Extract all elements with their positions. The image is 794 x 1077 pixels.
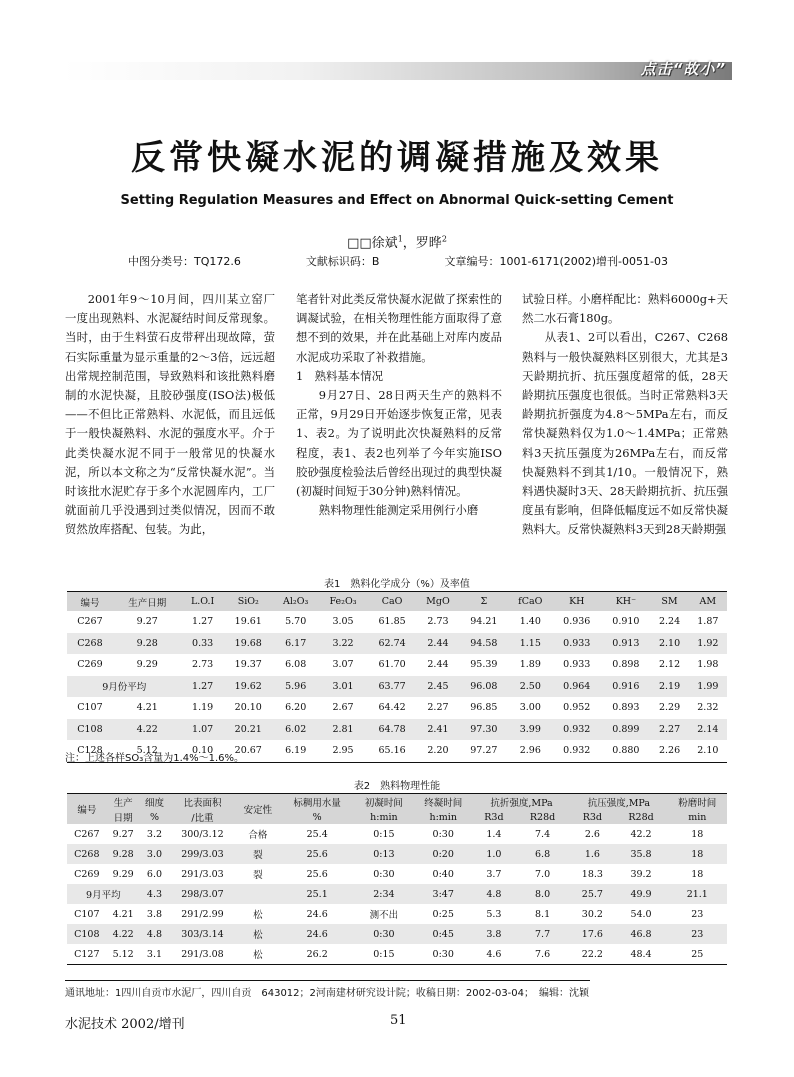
table-cell: 0.913 [601, 633, 650, 655]
table-cell: 4.8 [140, 924, 170, 944]
table-cell: 9.29 [136, 659, 158, 671]
table-cell: 2.73 [192, 659, 214, 671]
author-separator: ， [402, 236, 416, 251]
table-cell: 24.6 [306, 908, 328, 920]
table-cell: 松 [253, 910, 263, 921]
table-cell: 25.4 [306, 828, 328, 840]
col-header: 标稠用水量 [280, 794, 354, 811]
column-tag: 点击“故小” [640, 60, 726, 78]
table-cell: 18 [691, 868, 704, 880]
table-cell: 26.2 [306, 948, 328, 960]
table-cell: 61.85 [378, 616, 406, 628]
col-header: 细度 [140, 794, 170, 811]
table-cell: 2.10 [650, 633, 688, 655]
article-number: 文章编号：1001-6171(2002)增刊-0051-03 [444, 255, 668, 268]
col-subheader: R3d [473, 810, 515, 824]
col-header: 粉磨时间 [668, 794, 727, 811]
table-cell: 2.73 [427, 616, 449, 628]
table-cell: 1.40 [519, 616, 541, 628]
col-header: MgO [417, 592, 460, 612]
table-cell: 3.0 [140, 844, 170, 864]
col-subheader: R28d [615, 810, 668, 824]
table-cell: 2.41 [417, 719, 460, 741]
table-cell: 298/3.07 [169, 884, 235, 904]
table-cell: 0:13 [354, 844, 413, 864]
table-row [67, 676, 727, 698]
table-row [67, 844, 727, 864]
table-cell: 2.44 [427, 659, 449, 671]
table-cell: 1.27 [192, 616, 214, 628]
table-cell: 2.27 [650, 719, 688, 741]
table-cell: 0.932 [563, 745, 591, 757]
table-cell: 6.0 [146, 868, 163, 880]
paragraph: 试验日样。小磨样配比：熟料6000g+天然二水石膏180g。 [522, 292, 728, 326]
col-subheader: /比重 [169, 810, 235, 824]
table-cell: 23 [691, 908, 704, 920]
table-cell: 7.4 [535, 828, 551, 840]
table-cell: 0.952 [563, 702, 591, 714]
table-cell: 9.28 [113, 633, 182, 655]
table-cell: C269 [74, 868, 100, 880]
table-cell: 61.70 [378, 659, 406, 671]
table-cell: 97.30 [459, 719, 508, 741]
table-cell: 4.22 [107, 924, 140, 944]
table-cell: 3.7 [486, 868, 502, 880]
table-row [67, 611, 727, 633]
col-header: KH⁻ [601, 592, 650, 612]
table-cell: 35.8 [615, 844, 668, 864]
table-cell: 291/3.08 [181, 948, 224, 960]
table-cell: 303/3.14 [169, 924, 235, 944]
table-cell: 42.2 [630, 828, 652, 840]
table-cell: 2.6 [584, 828, 600, 840]
table-cell: 2.20 [427, 745, 449, 757]
table-cell: 30.2 [581, 908, 603, 920]
table-cell: C268 [67, 633, 113, 655]
table-cell: 0:20 [414, 844, 473, 864]
table-cell: 0.933 [552, 633, 601, 655]
table-cell: 62.74 [368, 633, 417, 655]
col-header: 初凝时间 [354, 794, 413, 811]
paragraph: 熟料物理性能测定采用例行小磨 [318, 503, 479, 518]
table-cell: 94.58 [459, 633, 508, 655]
table-cell: 18.3 [581, 868, 603, 880]
col-header: SM [650, 592, 688, 612]
table-cell: 3.2 [146, 828, 163, 840]
col-subheader: h:min [354, 810, 413, 824]
col-header: SiO₂ [224, 592, 273, 612]
table-cell: 4.21 [112, 908, 134, 920]
table-cell: 1.15 [508, 633, 552, 655]
table-cell: 6.17 [273, 633, 319, 655]
table-cell: 0:30 [432, 948, 454, 960]
col-header: fCaO [508, 592, 552, 612]
table-cell: 3.00 [519, 702, 541, 714]
table1-caption: 表1 熟料化学成分（%）及率值 [324, 579, 470, 590]
table-cell: 2.45 [417, 676, 460, 698]
col-subheader: R3d [570, 810, 614, 824]
table-row [67, 884, 727, 904]
table-cell: 5.12 [112, 948, 134, 960]
table-cell: 3.07 [332, 659, 354, 671]
table-cell: 2.95 [332, 745, 354, 757]
col-header: 终凝时间 [414, 794, 473, 811]
table-cell: C108 [67, 924, 107, 944]
author-prefix: □□ [347, 236, 372, 251]
table-cell: C268 [67, 844, 107, 864]
table-cell: 2.14 [689, 719, 727, 741]
table-cell: C267 [74, 828, 100, 840]
table-cell: 19.37 [234, 659, 262, 671]
col-subheader: R28d [515, 810, 570, 824]
table-cell: 8.1 [535, 908, 551, 920]
table-cell: 5.96 [273, 676, 319, 698]
author-1-affil: 1 [397, 234, 403, 244]
table-cell: 2.10 [697, 745, 719, 757]
table-cell: C107 [77, 702, 103, 714]
col-header: 安定性 [236, 794, 280, 825]
table-cell: 7.6 [535, 948, 551, 960]
table-cell: 松 [236, 924, 280, 944]
table-cell: 0.33 [182, 633, 224, 655]
table-row [67, 697, 727, 719]
col-header: KH [552, 592, 601, 612]
table-cell: 94.21 [470, 616, 498, 628]
table-cell: 0.880 [612, 745, 640, 757]
table-cell: 18 [668, 844, 727, 864]
table-cell: 4.21 [136, 702, 158, 714]
table-cell: 0.964 [552, 676, 601, 698]
table-cell: 合格 [248, 830, 268, 841]
table-cell: 0:30 [373, 868, 395, 880]
author-2: 罗晔 [415, 236, 442, 251]
col-header: Σ [459, 592, 508, 612]
paragraph: 从表1、2可以看出，C267、C268熟料与一般快凝熟料区别很大，尤其是3天龄期抗折、抗压强度超常的低，28天龄期抗压强度也很低。当时正常熟料3天龄期抗折强度为4.8～5MPa左右，而反常快凝熟料仅为1.0～1.4MPa；正常熟料3天抗压强度为26MPa左右，而反常快凝熟料不到其1/10。一般情况下，熟料遇快凝时3天、28天龄期抗折、抗压强度虽有影响，但降低幅度远不如反常快凝熟料大。反常快凝熟料3天到28天龄期强 [522, 330, 728, 537]
table-cell: 0.916 [601, 676, 650, 698]
table-cell: 裂 [236, 844, 280, 864]
col-subheader: % [280, 810, 354, 824]
paragraph: 2001年9～10月间，四川某立窑厂一度出现熟料、水泥凝结时间反常现象。当时，由于生料萤石皮带秤出现故障，萤石实际重量为显示重量的2～3倍，远远超出常规控制范围，导致熟料和该批熟料磨制的水泥快凝，且胶砂强度(ISO法)极低——不但比正常熟料、水泥低，而且远低于一般快凝熟料、水泥的强度水平。介于此类快凝水泥不同于一般常见的快凝水泥，所以本文称之为“反常快凝水泥”。当时该批水泥贮存于多个水泥圆库内，工厂就面前几乎没遇到过类似情况，因而不敢贸然放库搭配、包装。为此， [65, 292, 275, 537]
col-subheader: min [668, 810, 727, 824]
table-cell: 64.42 [378, 702, 406, 714]
table-cell: 96.85 [470, 702, 498, 714]
table-cell: 19.61 [234, 616, 262, 628]
table-cell: 300/3.12 [181, 828, 224, 840]
english-title: Setting Regulation Measures and Effect on Abnormal Quick-setting Cement [120, 193, 674, 208]
journal-name: 水泥技术 2002/增刊 [65, 1017, 185, 1032]
col-header: AM [689, 592, 727, 612]
col-header: 编号 [67, 592, 113, 612]
col-subheader: % [140, 810, 170, 824]
author-1: 徐斌 [371, 236, 398, 251]
table-cell: 0:25 [432, 908, 454, 920]
table-cell: 9.27 [136, 616, 158, 628]
table-subheader-row [67, 810, 727, 824]
header-band [62, 62, 732, 80]
table-cell: 3.05 [332, 616, 354, 628]
table-cell: 0.899 [601, 719, 650, 741]
table-cell: 0.910 [612, 616, 640, 628]
table-cell: 6.19 [285, 745, 307, 757]
table-cell: 1.27 [182, 676, 224, 698]
table-cell: 39.2 [630, 868, 652, 880]
table-cell: 1.89 [519, 659, 541, 671]
table-cell [236, 884, 280, 904]
table-cell: 299/3.03 [169, 844, 235, 864]
table-cell: 25 [691, 948, 704, 960]
col-header: 生产日期 [113, 592, 182, 612]
table-cell: 1.19 [192, 702, 214, 714]
col-header: Al₂O₃ [273, 592, 319, 612]
table2 [67, 793, 727, 965]
page-number: 51 [390, 1013, 407, 1028]
table-row [67, 654, 727, 676]
table-cell: 21.1 [668, 884, 727, 904]
table-cell: 291/3.03 [181, 868, 224, 880]
table-cell: 0.933 [563, 659, 591, 671]
paragraph: 笔者针对此类反常快凝水泥做了探索性的调凝试验，在相关物理性能方面取得了意想不到的效果，并在此基础上对库内废品水泥成功采取了补救措施。 [296, 292, 502, 364]
table-cell: 2.96 [519, 745, 541, 757]
table-cell: 3.01 [319, 676, 368, 698]
section-heading: 1 熟料基本情况 [296, 368, 383, 383]
table-cell: 0.893 [612, 702, 640, 714]
table1 [67, 591, 727, 763]
table-cell: 裂 [253, 870, 263, 881]
table-cell: 25.6 [280, 844, 354, 864]
table-cell: 1.87 [697, 616, 719, 628]
table-cell: 9.27 [112, 828, 134, 840]
table-cell: 2.29 [658, 702, 681, 714]
table-cell: 3.1 [146, 948, 163, 960]
table-cell: 0.932 [552, 719, 601, 741]
col-header: L.O.I [182, 592, 224, 612]
table-cell: 6.8 [515, 844, 570, 864]
table-cell: 3.8 [146, 908, 163, 920]
table-cell: 20.21 [224, 719, 273, 741]
table-cell: 1.99 [689, 676, 727, 698]
table-cell: 1.6 [570, 844, 614, 864]
paragraph: 9月27日、28日两天生产的熟料不正常，9月29日开始逐步恢复正常，见表1、表2。为了说明此次快凝熟料的反常程度，表1、表2也列举了今年实施ISO胶砂强度检验法后曾经出现过的典型快凝(初凝时间短于30分钟)熟料情况。 [296, 388, 502, 499]
table-cell: 49.9 [615, 884, 668, 904]
table-row [67, 824, 727, 844]
table-cell: 2.27 [427, 702, 449, 714]
table-cell: 7.0 [535, 868, 551, 880]
table-row [67, 633, 727, 655]
body-column-3 [522, 290, 728, 540]
table-cell: 1.92 [689, 633, 727, 655]
table-cell: 2.32 [697, 702, 719, 714]
table-cell: 9月份平均 [67, 676, 182, 698]
table-cell: C128 [77, 745, 103, 757]
table-cell: 95.39 [470, 659, 498, 671]
table-row [67, 904, 727, 924]
table1-note: 注：上述各样SO₃含量为1.4%～1.6%。 [65, 753, 245, 764]
footnote: 通讯地址：1四川自贡市水泥厂，四川自贡 643012；2河南建材研究设计院；收稿日期：2002-03-04； 编辑：沈颖 [65, 988, 590, 999]
table-cell: 0.10 [192, 745, 214, 757]
authors [0, 232, 794, 251]
table-cell: 65.16 [378, 745, 406, 757]
table-cell: 25.7 [570, 884, 614, 904]
table-header-row [67, 794, 727, 811]
table-cell: C108 [67, 719, 113, 741]
table-cell: 63.77 [368, 676, 417, 698]
table-cell: 0:15 [373, 948, 395, 960]
table-cell: 1.98 [697, 659, 719, 671]
table-cell: 18 [691, 828, 704, 840]
table-cell: 9.29 [112, 868, 134, 880]
col-header: 抗折强度,MPa [473, 794, 570, 811]
table-cell: 4.8 [473, 884, 515, 904]
table-cell: 0:45 [414, 924, 473, 944]
table-cell: 3.8 [473, 924, 515, 944]
table-cell: C269 [77, 659, 103, 671]
table-cell: 291/2.99 [181, 908, 224, 920]
table-cell: 24.6 [280, 924, 354, 944]
table-header-row [67, 592, 727, 612]
col-header: CaO [368, 592, 417, 612]
table-cell: 2:34 [354, 884, 413, 904]
table-row [67, 719, 727, 741]
table-cell: 0:40 [432, 868, 454, 880]
table-cell: 1.0 [473, 844, 515, 864]
col-header: Fe₂O₃ [319, 592, 368, 612]
table-cell: 25.1 [280, 884, 354, 904]
table-cell: 6.20 [285, 702, 307, 714]
table-cell: 5.3 [486, 908, 502, 920]
table-cell: 22.2 [581, 948, 603, 960]
table-cell: C107 [74, 908, 100, 920]
table-cell: 20.67 [234, 745, 262, 757]
table-cell: 5.12 [136, 745, 158, 757]
table-cell: 6.02 [273, 719, 319, 741]
table-cell: 3:47 [414, 884, 473, 904]
table-cell: 2.12 [658, 659, 681, 671]
table-cell: 19.68 [224, 633, 273, 655]
col-header: 抗压强度,MPa [570, 794, 667, 811]
table-cell: 松 [253, 950, 263, 961]
table-cell: 25.6 [306, 868, 328, 880]
col-header: 生产 [107, 794, 140, 811]
table-cell: 54.0 [630, 908, 652, 920]
col-subheader: 日期 [107, 810, 140, 824]
table-cell: 5.70 [285, 616, 307, 628]
table-cell: 20.10 [234, 702, 262, 714]
table-cell: 48.4 [630, 948, 652, 960]
body-column-2 [296, 290, 502, 520]
classification-number: 中图分类号：TQ172.6 [128, 255, 241, 268]
table-cell: 测不出 [369, 910, 399, 921]
table-cell: 46.8 [615, 924, 668, 944]
table-cell: 4.22 [113, 719, 182, 741]
table-cell: 2.24 [658, 616, 681, 628]
table-cell: C267 [77, 616, 103, 628]
col-subheader: h:min [414, 810, 473, 824]
table-cell: 64.78 [368, 719, 417, 741]
table-cell: 2.44 [417, 633, 460, 655]
table-cell: 1.4 [486, 828, 502, 840]
table-cell: 2.67 [332, 702, 354, 714]
table-cell: 4.3 [140, 884, 170, 904]
table-cell: 0:30 [354, 924, 413, 944]
table-cell: 17.6 [570, 924, 614, 944]
table-cell: 6.08 [285, 659, 307, 671]
table-cell: C127 [74, 948, 100, 960]
table-cell: 0.898 [612, 659, 640, 671]
table-cell: 96.08 [459, 676, 508, 698]
table-cell: 0:30 [432, 828, 454, 840]
table-cell: 3.22 [319, 633, 368, 655]
table-cell: 0:15 [373, 828, 395, 840]
col-header: 编号 [67, 794, 107, 825]
table-row [67, 944, 727, 965]
table2-caption: 表2 熟料物理性能 [353, 781, 441, 792]
table-cell: 23 [668, 924, 727, 944]
footnote-rule [65, 980, 590, 981]
meta-line [128, 253, 668, 269]
table-cell: 9月平均 [67, 884, 140, 904]
table-cell: 9.28 [107, 844, 140, 864]
body-column-1 [65, 290, 275, 540]
table-cell: 4.6 [486, 948, 502, 960]
table-cell: 3.99 [508, 719, 552, 741]
table-cell: 8.0 [515, 884, 570, 904]
table-cell: 2.50 [508, 676, 552, 698]
col-header: 比表面积 [169, 794, 235, 811]
table-cell: 19.62 [224, 676, 273, 698]
table-cell: 2.19 [650, 676, 688, 698]
document-code: 文献标识码：B [305, 255, 380, 268]
table-row [67, 864, 727, 884]
table-cell: 7.7 [515, 924, 570, 944]
table-row [67, 924, 727, 944]
table-cell: 1.07 [182, 719, 224, 741]
table-cell: 2.81 [319, 719, 368, 741]
author-2-affil: 2 [441, 234, 447, 244]
table-cell: 2.26 [658, 745, 681, 757]
table-cell: 0.936 [563, 616, 591, 628]
page-title: 反常快凝水泥的调凝措施及效果 [131, 138, 663, 178]
table-cell: 97.27 [470, 745, 498, 757]
